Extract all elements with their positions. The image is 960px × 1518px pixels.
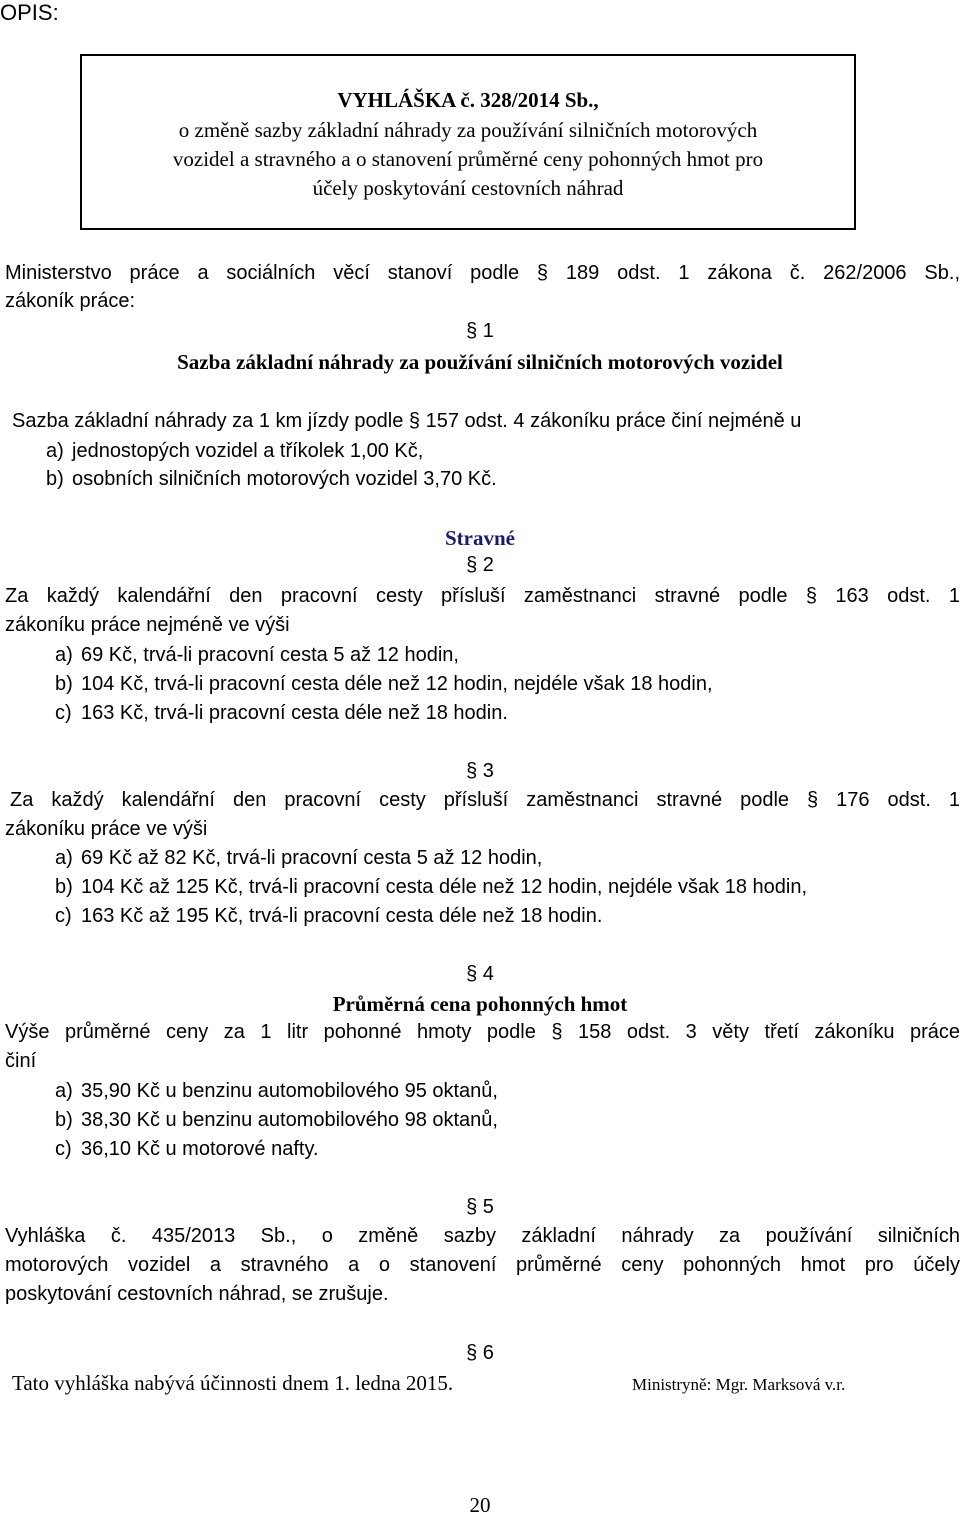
list-letter: c) bbox=[55, 702, 72, 724]
list-item bbox=[55, 905, 602, 928]
list-text: 35,90 Kč u benzinu automobilového 95 oktanů, bbox=[81, 1080, 498, 1102]
section-number: § 3 bbox=[466, 760, 494, 782]
section-number: § 5 bbox=[466, 1196, 494, 1218]
intro-line: zákoník práce: bbox=[5, 290, 136, 312]
paragraph: Za každý kalendářní den pracovní cesty přísluší zaměstnanci stravné podle § 176 odst. 1 bbox=[10, 789, 960, 811]
list-letter: c) bbox=[55, 905, 72, 927]
list-text: 69 Kč, trvá-li pracovní cesta 5 až 12 hodin, bbox=[81, 644, 459, 666]
section-number: § 4 bbox=[466, 963, 494, 985]
list-letter: b) bbox=[46, 468, 64, 490]
section-number: § 1 bbox=[466, 320, 494, 342]
paragraph: poskytování cestovních náhrad, se zrušuje. bbox=[5, 1283, 389, 1305]
list-text: 36,10 Kč u motorové nafty. bbox=[81, 1138, 319, 1160]
section-number: § 6 bbox=[466, 1342, 494, 1364]
list-item bbox=[46, 468, 497, 491]
section-heading: Stravné bbox=[445, 526, 515, 550]
section-heading: Průměrná cena pohonných hmot bbox=[332, 992, 628, 1016]
paragraph: činí bbox=[5, 1050, 37, 1072]
paragraph: Vyhláška č. 435/2013 Sb., o změně sazby základní náhrady za používání silničních bbox=[5, 1225, 960, 1247]
signature: Ministryně: Mgr. Marksová v.r. bbox=[632, 1375, 846, 1394]
paragraph: Sazba základní náhrady za 1 km jízdy podle § 157 odst. 4 zákoníku práce činí nejméně u bbox=[12, 410, 802, 432]
paragraph: motorových vozidel a stravného a o stanovení průměrné ceny pohonných hmot pro účely bbox=[5, 1254, 960, 1276]
list-item bbox=[55, 1138, 319, 1161]
paragraph: Výše průměrné ceny za 1 litr pohonné hmoty podle § 158 odst. 3 věty třetí zákoníku práce bbox=[5, 1021, 960, 1043]
list-text: osobních silničních motorových vozidel 3,70 Kč. bbox=[72, 468, 497, 490]
list-text: 163 Kč, trvá-li pracovní cesta déle než 18 hodin. bbox=[81, 702, 508, 724]
list-item bbox=[46, 440, 423, 463]
list-letter: b) bbox=[55, 673, 73, 695]
list-letter: c) bbox=[55, 1138, 72, 1160]
list-text: 163 Kč až 195 Kč, trvá-li pracovní cesta déle než 18 hodin. bbox=[81, 905, 603, 927]
intro-line: Ministerstvo práce a sociálních věcí stanoví podle § 189 odst. 1 zákona č. 262/2006 Sb., bbox=[5, 262, 960, 284]
paragraph: Za každý kalendářní den pracovní cesty přísluší zaměstnanci stravné podle § 163 odst. 1 bbox=[5, 585, 960, 607]
list-text: 104 Kč, trvá-li pracovní cesta déle než 12 hodin, nejdéle však 18 hodin, bbox=[81, 673, 713, 695]
list-letter: a) bbox=[55, 1080, 73, 1102]
title-line: účely poskytování cestovních náhrad bbox=[312, 176, 624, 200]
list-letter: b) bbox=[55, 1109, 73, 1131]
title-line: o změně sazby základní náhrady za používání silničních motorových bbox=[178, 118, 758, 142]
list-item bbox=[55, 1080, 498, 1103]
page-number: 20 bbox=[469, 1493, 491, 1517]
list-text: jednostopých vozidel a tříkolek 1,00 Kč, bbox=[72, 440, 424, 462]
list-text: 104 Kč až 125 Kč, trvá-li pracovní cesta déle než 12 hodin, nejdéle však 18 hodin, bbox=[81, 876, 808, 898]
section-number: § 2 bbox=[466, 554, 494, 576]
paragraph: zákoníku práce nejméně ve výši bbox=[5, 614, 290, 636]
list-item bbox=[55, 1109, 498, 1132]
list-letter: b) bbox=[55, 876, 73, 898]
list-letter: a) bbox=[46, 440, 64, 462]
list-item bbox=[55, 644, 459, 667]
section-heading: Sazba základní náhrady za používání silničních motorových vozidel bbox=[177, 350, 783, 374]
paragraph: zákoníku práce ve výši bbox=[5, 818, 208, 840]
effective-date-text: Tato vyhláška nabývá účinnosti dnem 1. ledna 2015. bbox=[12, 1371, 454, 1395]
decree-title: VYHLÁŠKA č. 328/2014 Sb., bbox=[337, 88, 599, 112]
title-box bbox=[80, 54, 856, 230]
title-line: vozidel a stravného a o stanovení průměrné ceny pohonných hmot pro bbox=[172, 147, 764, 171]
list-text: 38,30 Kč u benzinu automobilového 98 oktanů, bbox=[81, 1109, 498, 1131]
list-letter: a) bbox=[55, 644, 73, 666]
list-item bbox=[55, 847, 542, 870]
list-item bbox=[55, 702, 508, 725]
header-label: OPIS: bbox=[0, 0, 59, 25]
list-item bbox=[55, 673, 713, 696]
list-text: 69 Kč až 82 Kč, trvá-li pracovní cesta 5 až 12 hodin, bbox=[81, 847, 543, 869]
list-letter: a) bbox=[55, 847, 73, 869]
list-item bbox=[55, 876, 807, 899]
